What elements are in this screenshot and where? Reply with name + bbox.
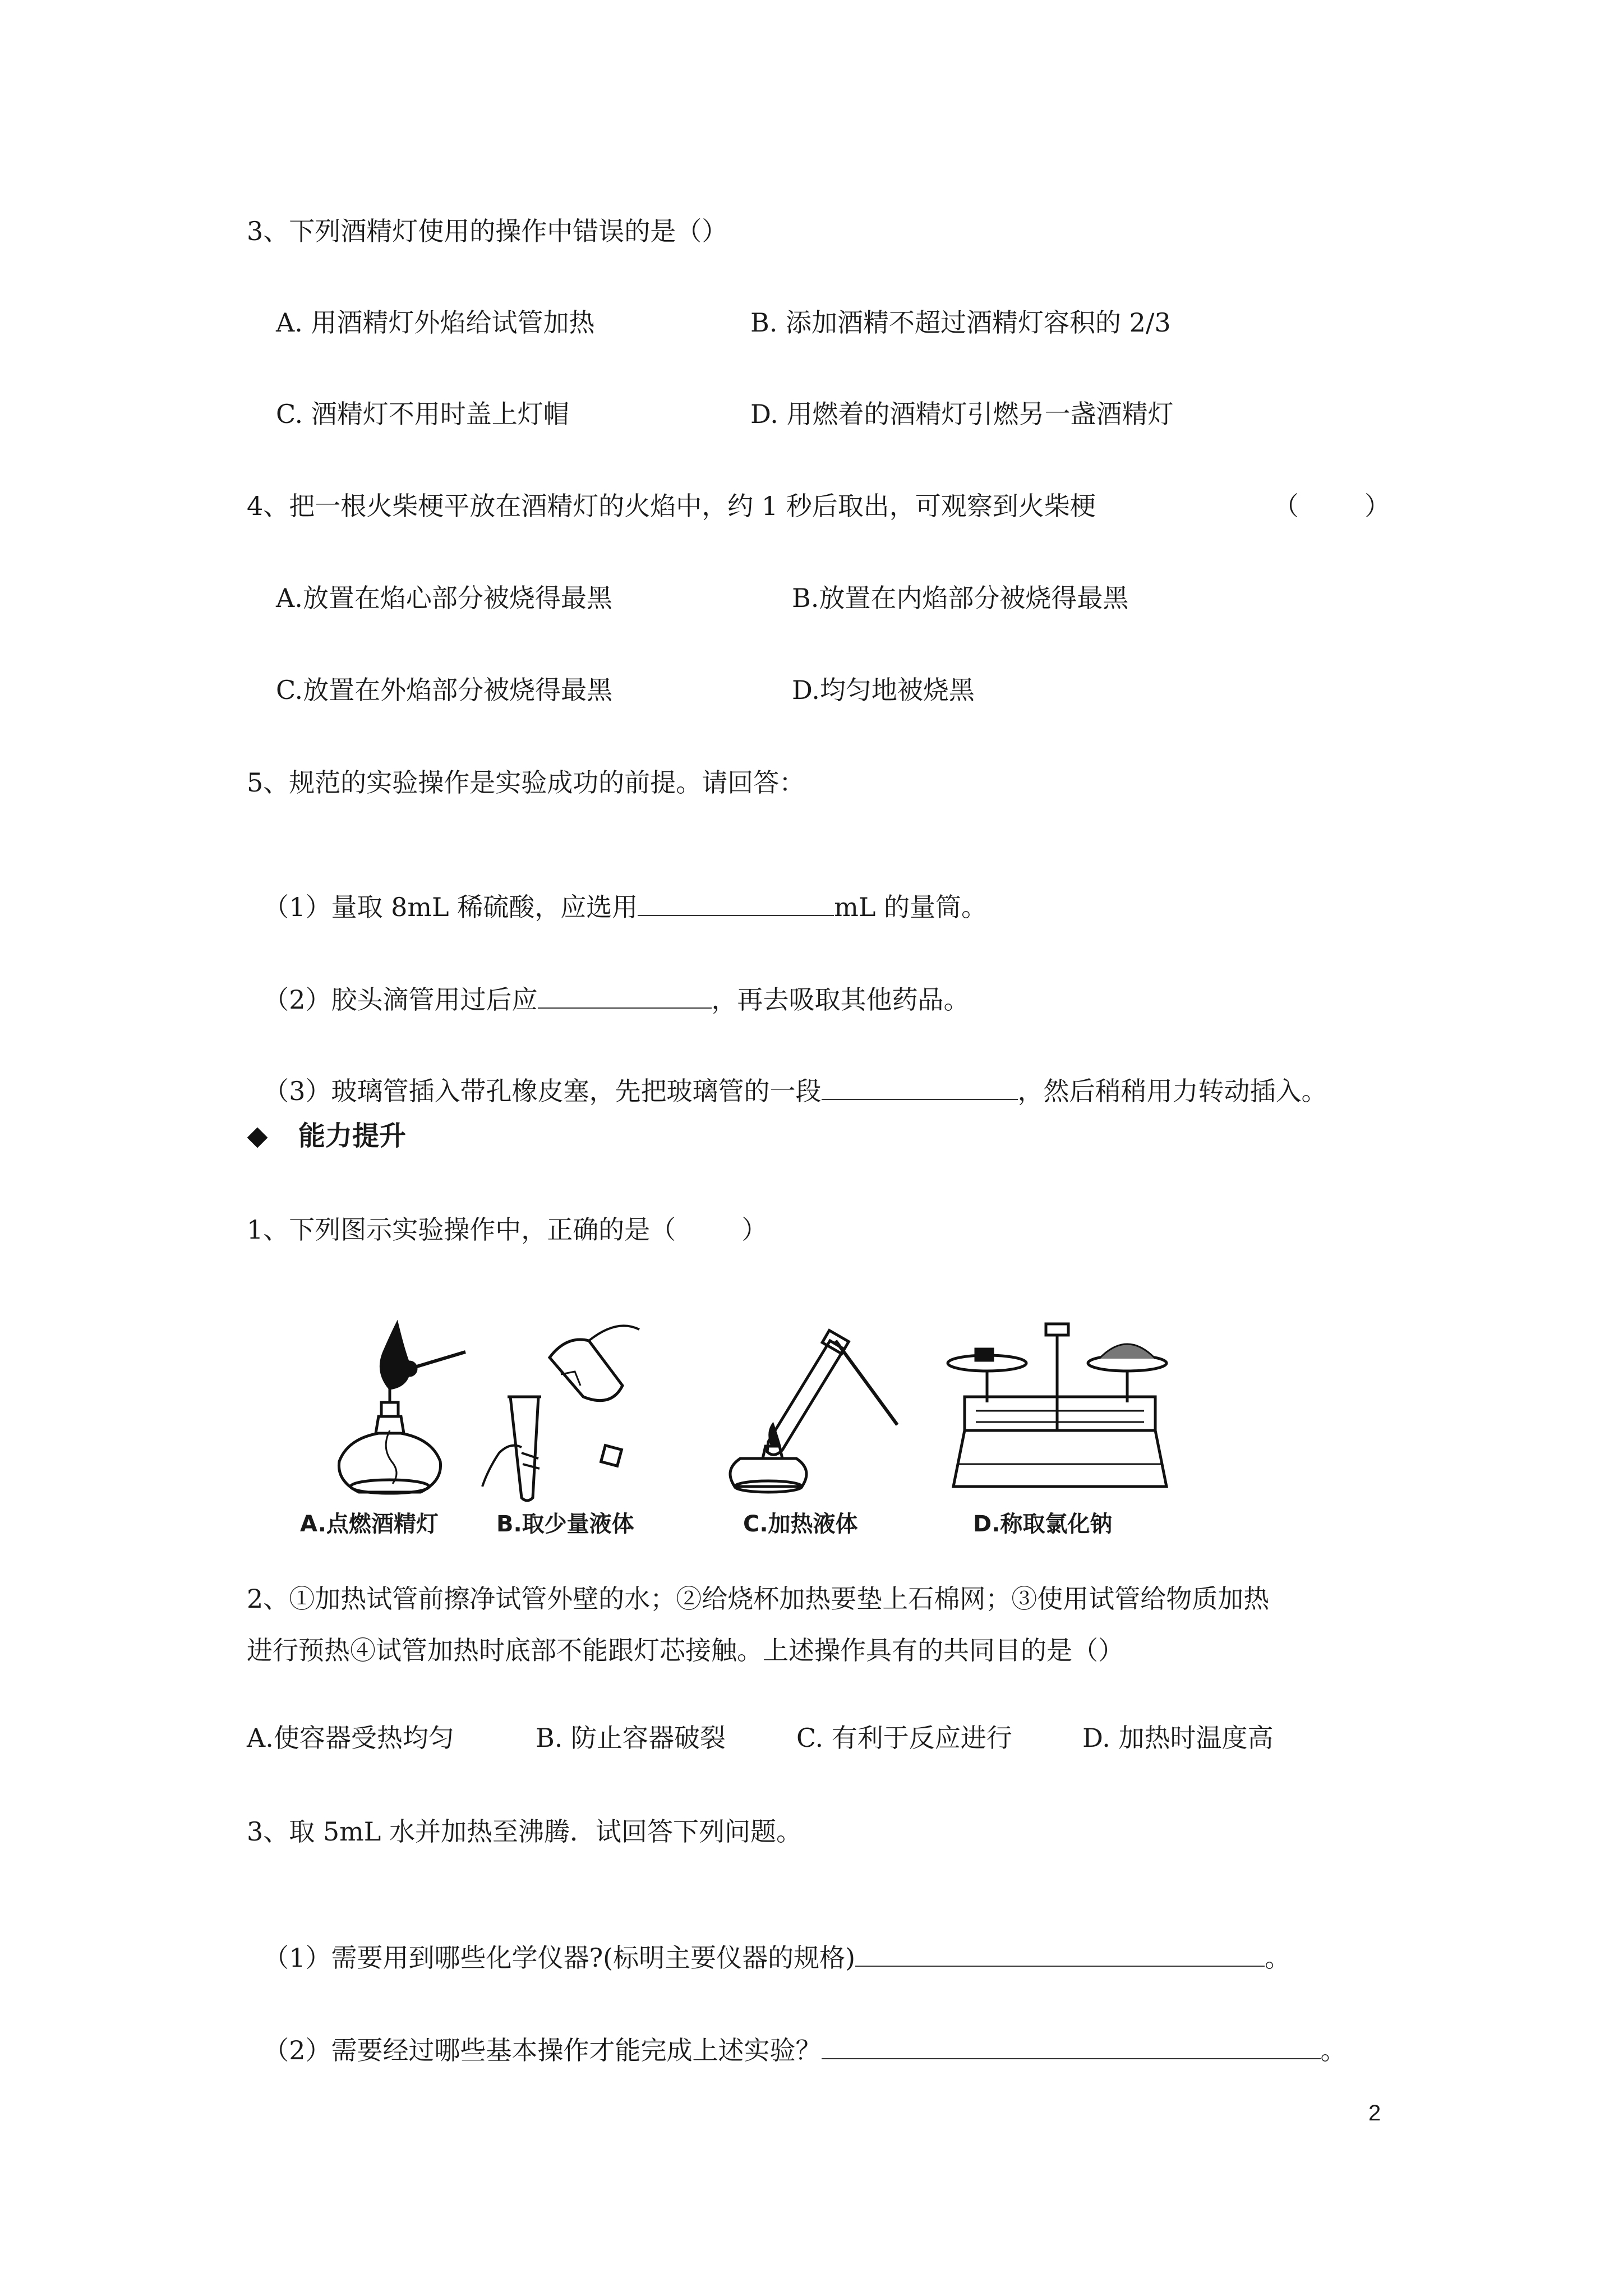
s2-line-1: 2、①加热试管前擦净试管外壁的水；②给烧杯加热要垫上石棉网；③使用试管给物质加热	[247, 1584, 1270, 1614]
q5-stem: 5、规范的实验操作是实验成功的前提。请回答：	[247, 767, 805, 798]
q4-option-b: B.放置在内焰部分被烧得最黑	[792, 583, 1129, 613]
q5-part-1-after: mL 的量筒。	[834, 892, 987, 922]
figure-a-lighting-lamp	[325, 1318, 477, 1498]
s3-part-2-after: 。	[1320, 2035, 1347, 2065]
figure-a-caption: A.点燃酒精灯	[300, 1511, 439, 1537]
q4-answer-paren: （ ）	[1273, 491, 1390, 521]
q5-part-2-after: ，再去吸取其他药品。	[711, 984, 970, 1015]
s1-stem: 1、下列图示实验操作中，正确的是（ ）	[247, 1214, 768, 1245]
s2-line-2: 进行预热④试管加热时底部不能跟灯芯接触。上述操作具有的共同目的是（）	[247, 1635, 1124, 1665]
figure-c-heating-liquid	[718, 1318, 903, 1503]
q4-option-a: A.放置在焰心部分被烧得最黑	[276, 583, 612, 613]
s2-option-d: D. 加热时温度高	[1082, 1723, 1274, 1753]
q3-stem: 3、下列酒精灯使用的操作中错误的是（）	[247, 216, 728, 246]
s3-part-2-before: （2）需要经过哪些基本操作才能完成上述实验？	[263, 2035, 822, 2065]
q4-stem: 4、把一根火柴梗平放在酒精灯的火焰中，约 1 秒后取出，可观察到火柴梗	[247, 491, 1096, 521]
q5-part-3-blank[interactable]	[822, 1076, 1018, 1100]
s3-part-1-after: 。	[1265, 1943, 1291, 1973]
q5-part-2-before: （2）胶头滴管用过后应	[263, 984, 538, 1015]
s2-option-c: C. 有利于反应进行	[796, 1723, 1012, 1753]
figure-c-caption: C.加热液体	[743, 1511, 858, 1537]
q4-option-d: D.均匀地被烧黑	[792, 675, 975, 705]
s3-part-2	[247, 2000, 1347, 2067]
section-header	[247, 1119, 406, 1153]
figure-d-balance-scale	[942, 1318, 1178, 1498]
q5-part-3	[247, 1041, 1327, 1108]
q3-option-b: B. 添加酒精不超过酒精灯容积的 2/3	[750, 307, 1171, 338]
figure-d-caption: D.称取氯化钠	[973, 1511, 1113, 1537]
q4-option-c: C.放置在外焰部分被烧得最黑	[276, 675, 613, 705]
q5-part-3-before: （3）玻璃管插入带孔橡皮塞，先把玻璃管的一段	[263, 1076, 822, 1106]
s3-stem: 3、取 5mL 水并加热至沸腾．试回答下列问题。	[247, 1816, 802, 1847]
s3-part-1-before: （1）需要用到哪些化学仪器?(标明主要仪器的规格)	[263, 1943, 856, 1973]
s2-option-b: B. 防止容器破裂	[536, 1723, 726, 1753]
q5-part-1-before: （1）量取 8mL 稀硫酸，应选用	[263, 892, 638, 922]
q5-part-1	[247, 857, 987, 924]
section-title: 能力提升	[298, 1120, 407, 1152]
s3-part-1	[247, 1907, 1290, 1975]
diamond-bullet-icon	[247, 1128, 268, 1148]
q5-part-2	[247, 949, 970, 1016]
s3-part-2-blank[interactable]	[822, 2036, 1321, 2059]
q3-option-d: D. 用燃着的酒精灯引燃另一盏酒精灯	[750, 399, 1174, 429]
q5-part-2-blank[interactable]	[538, 985, 712, 1009]
q3-option-a: A. 用酒精灯外焰给试管加热	[276, 307, 595, 338]
page-number: 2	[1368, 2101, 1381, 2125]
q5-part-1-blank[interactable]	[638, 892, 834, 916]
q3-option-c: C. 酒精灯不用时盖上灯帽	[276, 399, 569, 429]
figure-b-pouring-liquid	[477, 1318, 662, 1503]
s2-option-a: A.使容器受热均匀	[247, 1723, 454, 1753]
q5-part-3-after: ，然后稍稍用力转动插入。	[1017, 1076, 1327, 1106]
figure-b-caption: B.取少量液体	[496, 1511, 634, 1537]
s3-part-1-blank[interactable]	[855, 1943, 1265, 1967]
